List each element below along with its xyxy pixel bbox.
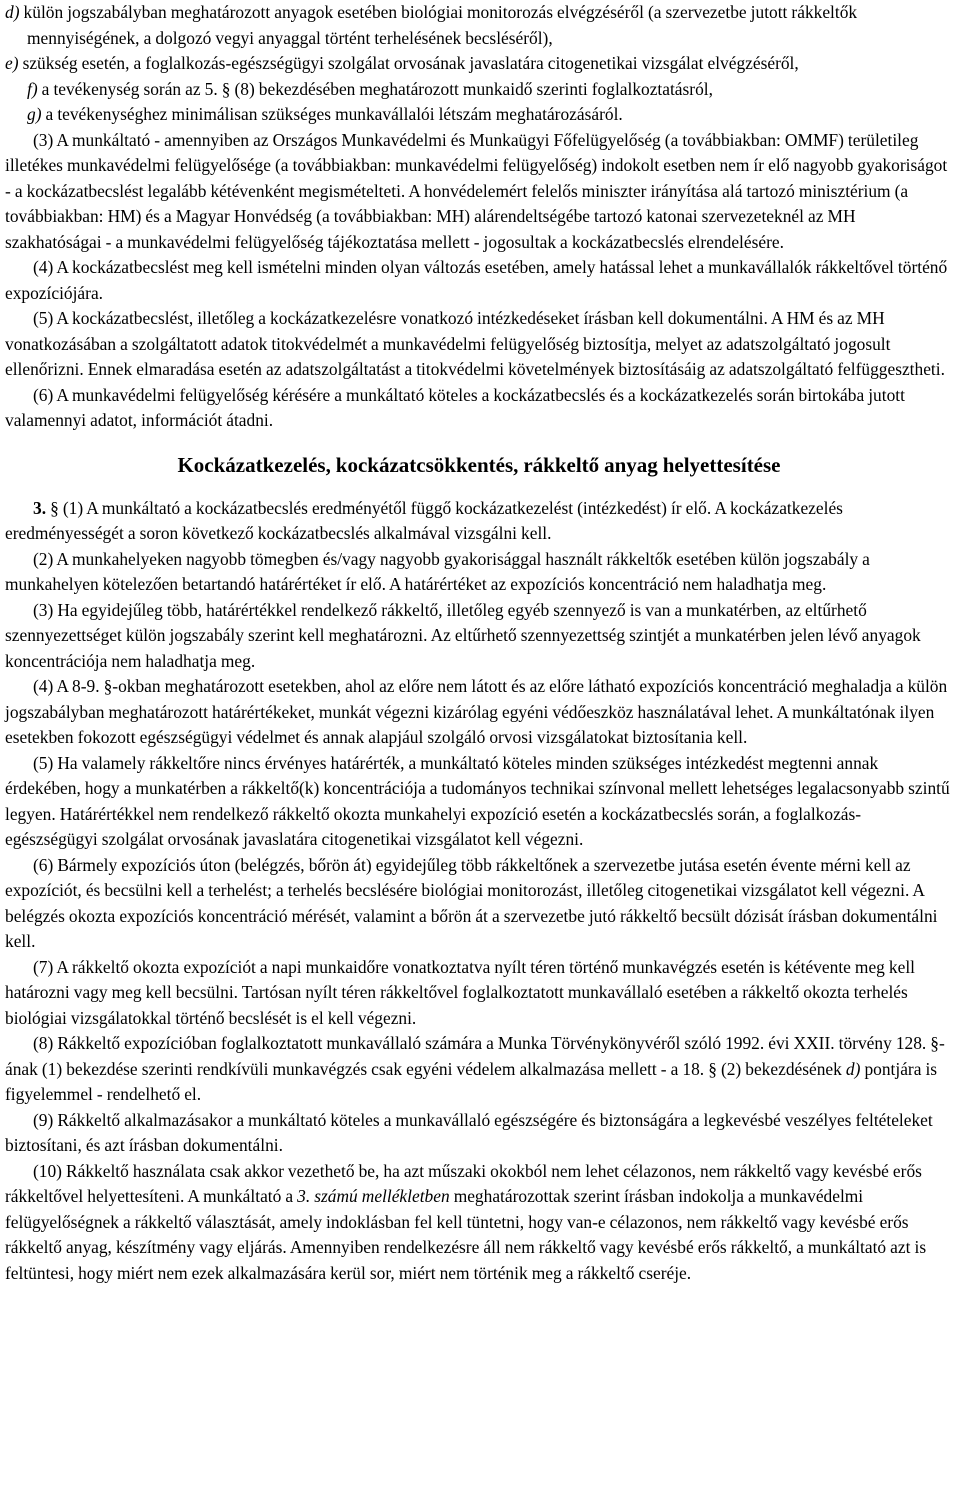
section-paragraph-4: (4) A 8-9. §-okban meghatározott esetekben, ahol az előre nem látott és az előre látható expozíciós koncentráció meghaladja a külön jogszabályban meghatározott határértékeket, munkát végezni kizárólag egyéni védőeszköz használatával lehet. A munkáltatónak ilyen esetekben fokozott egészségügyi védelmet és annak alapjául szolgáló orvosi vizsgálatokat biztosítania kell. bbox=[5, 676, 948, 747]
section-paragraph-1 bbox=[5, 496, 953, 547]
section-paragraph-10-text-a: (10) Rákkeltő használata csak akkor vezethető be, ha azt műszaki okokból nem lehet célazonos, nem rákkeltő vagy kevésbé erős rákkeltővel helyettesíteni. A munkáltató a bbox=[5, 1160, 922, 1206]
paragraph-3: (3) A munkáltató - amennyiben az Országos Munkavédelmi és Munkaügyi Főfelügyelőség (a továbbiakban: OMMF) területileg illetékes munkavédelmi felügyelősége (a továbbiakban: munkavédelmi felügyelőség) indokolt esetben nem ír elő nagyobb gyakoriságot - a kockázatbecslést legalább kétévenként megismételteti. A honvédelemért felelős miniszter irányítása alá tartozó minisztérium (a továbbiakban: HM) és a Magyar Honvédség (a továbbiakban: MH) alárendeltségébe tartozó katonai szervezeteknél az MH szakhatóságai - a munkavédelmi felügyelőség tájékoztatása mellett - jogosultak a kockázatbecslés elrendelésére. bbox=[5, 129, 948, 252]
paragraph-4: (4) A kockázatbecslést meg kell ismételni minden olyan változás esetében, amely hatással lehet a munkavállalók rákkeltővel történő expozíciójára. bbox=[5, 257, 948, 303]
section-paragraph-8 bbox=[5, 1031, 953, 1108]
section-paragraph-6: (6) Bármely expozíciós úton (belégzés, bőrön át) egyidejűleg több rákkeltőnek a szervezetbe jutása esetén évente mérni kell az expozíciót, és becsülni kell a terhelést; a terhelés becslésére biológiai monitorozást, illetőleg citogenetikai vizsgálatot kell végezni. A belégzés okozta expozíciós koncentráció mérését, valamint a bőrön át a szervezetbe jutó rákkeltő becsült dózisát írásban dokumentálni kell. bbox=[5, 854, 938, 951]
list-item-d bbox=[5, 0, 953, 51]
list-label-d: d) bbox=[5, 2, 20, 22]
section-paragraph-8-text-a: (8) Rákkeltő expozícióban foglalkoztatott munkavállaló számára a Munka Törvénykönyvéről szóló 1992. évi XXII. törvény 128. §-ának (1) bekezdése szerinti rendkívüli munkavégzés csak egyéni védelem alkalmazása mellett - a 18. § (2) bekezdésének bbox=[5, 1033, 945, 1079]
paragraph-6: (6) A munkavédelmi felügyelőség kérésére a munkáltató köteles a kockázatbecslés és a kockázatkezelés során birtokába jutott valamennyi adatot, információt átadni. bbox=[5, 384, 905, 430]
section-paragraph-9: (9) Rákkeltő alkalmazásakor a munkáltató köteles a munkavállaló egészségére és biztonságára a legkevésbé veszélyes feltételeket biztosítani, és azt írásban dokumentálni. bbox=[5, 1109, 933, 1155]
section-paragraph-10-annex: 3. számú mellékletben bbox=[297, 1186, 450, 1206]
list-text-g: a tevékenységhez minimálisan szükséges munkavállalói létszám meghatározásáról. bbox=[41, 104, 623, 124]
list-item-e bbox=[5, 51, 953, 77]
spacer bbox=[5, 434, 953, 451]
section-paragraph-10 bbox=[5, 1159, 953, 1287]
list-label-e: e) bbox=[5, 53, 19, 73]
section-paragraph-5: (5) Ha valamely rákkeltőre nincs érvényes határérték, a munkáltató köteles minden szükséges intézkedést megtenni annak érdekében, hogy a munkatérben a rákkeltő(k) koncentrációja a tudományos technikai színvonal mellett lehetséges legalacsonyabb szintű legyen. Határértékkel nem rendelkező rákkeltő okozta munkahelyi expozíció esetén a kockázatbecslés során, a foglalkozás-egészségügyi szolgálat orvosának javaslatára citogenetikai vizsgálatot kell végezni. bbox=[5, 752, 950, 849]
list-text-e: szükség esetén, a foglalkozás-egészségügyi szolgálat orvosának javaslatára citogenetikai vizsgálat elvégzéséről, bbox=[18, 53, 799, 73]
list-label-g: g) bbox=[27, 104, 42, 124]
spacer bbox=[5, 479, 953, 496]
document-page bbox=[5, 0, 953, 1286]
list-item-g bbox=[5, 102, 953, 128]
list-item-f bbox=[5, 77, 953, 103]
list-text-d: külön jogszabályban meghatározott anyagok esetében biológiai monitorozás elvégzéséről (a szervezetbe jutott rákkeltők mennyiségének, a dolgozó vegyi anyaggal történt terhelésének becsléséről), bbox=[19, 2, 858, 48]
section-paragraph-2: (2) A munkahelyeken nagyobb tömegben és/vagy nagyobb gyakorisággal használt rákkeltők esetében külön jogszabály a munkahelyen kötelezően betartandó határértéket ír elő. A határértéket az expozíciós koncentráció nem haladhatja meg. bbox=[5, 548, 870, 594]
section-paragraph-10-text-b: meghatározottak szerint írásban indokolja a munkavédelmi felügyelőségnek a rákkeltő választását, amely indoklásban fel kell tüntetni, hogy van-e célazonos, nem rákkeltő vagy kevésbé erős rákkeltő anyag, készítmény vagy eljárás. Amennyiben rendelkezésre áll nem rákkeltő vagy kevésbé erős rákkeltő, a munkáltató azt is feltüntesi, hogy miért nem ezek alkalmazására kerül sor, miért nem történik meg a rákkeltő cseréje. bbox=[5, 1186, 927, 1283]
section-paragraph-8-text-b: pontjára is figyelemmel - rendelhető el. bbox=[5, 1058, 938, 1104]
section-number: 3. bbox=[33, 497, 47, 518]
section-paragraph-8-point: d) bbox=[845, 1058, 861, 1079]
section-paragraph-7: (7) A rákkeltő okozta expozíciót a napi munkaidőre vonatkoztatva nyílt téren történő munkavégzés esetén is kétévente meg kell határozni vagy meg kell becsülni. Tartósan nyílt téren rákkeltővel foglalkoztatott munkavállaló esetében a rákkeltő okozta terhelés biológiai vizsgálatokkal történő becslését is el kell végezni. bbox=[5, 956, 915, 1028]
section-paragraph-1-text: § (1) A munkáltató a kockázatbecslés eredményétől függő kockázatkezelést (intézkedést) ír elő. A kockázatkezelés eredményességét a soron következő kockázatbecslés alkalmával vizsgálni kell. bbox=[5, 497, 843, 543]
section-title: Kockázatkezelés, kockázatcsökkentés, rákkeltő anyag helyettesítése bbox=[177, 452, 781, 477]
section-paragraph-3: (3) Ha egyidejűleg több, határértékkel rendelkező rákkeltő, illetőleg egyéb szennyező is van a munkatérben, az eltűrhető szennyezettséget külön jogszabály szerint kell meghatározni. Az eltűrhető szennyezettség szintjét a munkatérben jelen lévő anyagok koncentrációja nem haladhatja meg. bbox=[5, 599, 921, 671]
list-text-f: a tevékenység során az 5. § (8) bekezdésében meghatározott munkaidő szerinti foglalkoztatásról, bbox=[37, 78, 713, 99]
list-label-f: f) bbox=[27, 78, 38, 99]
paragraph-5: (5) A kockázatbecslést, illetőleg a kockázatkezelésre vonatkozó intézkedéseket írásban kell dokumentálni. A HM és az MH vonatkozásában a szolgáltatott adatok titokvédelmét a munkavédelmi felügyelőség biztosítja, melyet az adatszolgáltató jogosult ellenőrizni. Ennek elmaradása esetén az adatszolgáltatást a titokvédelmi követelmények biztosításáig az adatszolgáltató felfüggesztheti. bbox=[5, 308, 945, 379]
